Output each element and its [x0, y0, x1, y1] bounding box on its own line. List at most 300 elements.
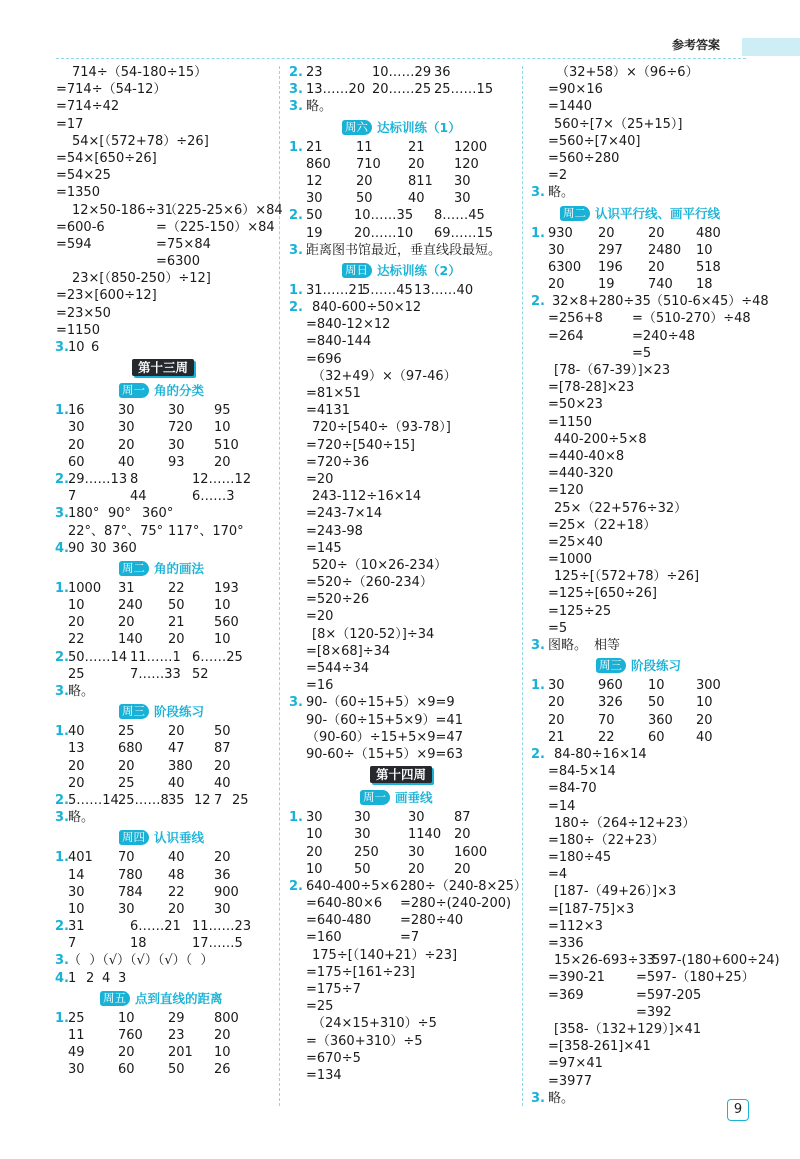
- answer-text: 201: [168, 1045, 193, 1061]
- answer-text: =597-205: [636, 987, 702, 1003]
- answer-text: 30: [408, 844, 425, 860]
- answer-text: 20: [648, 259, 665, 275]
- answer-text: 20: [454, 827, 471, 843]
- section-heading: [290, 116, 516, 139]
- answer-line: [56, 505, 274, 522]
- answer-line: [290, 626, 516, 643]
- answer-line: [290, 225, 516, 242]
- section-title: [342, 119, 461, 136]
- answer-text: 31……21: [306, 282, 366, 298]
- answer-text: 49: [68, 1045, 85, 1061]
- answer-text: =84-70: [548, 781, 597, 797]
- answer-line: [290, 98, 516, 115]
- answer-line: [290, 694, 516, 711]
- answer-text: 20: [214, 850, 231, 866]
- answer-text: =25×（22+18）: [548, 517, 657, 533]
- answer-text: 20: [68, 775, 85, 791]
- section-heading: [56, 379, 274, 402]
- answer-line: [532, 1055, 757, 1072]
- answer-text: =696: [306, 351, 342, 367]
- answer-text: 380: [168, 758, 193, 774]
- answer-line: [56, 437, 274, 454]
- answer-line: [56, 402, 274, 419]
- answer-text: =1350: [56, 185, 100, 201]
- answer-text: 25: [118, 724, 135, 740]
- answer-text: 860: [306, 156, 331, 172]
- answer-text: 25: [68, 1010, 85, 1026]
- answer-text: 90: [68, 540, 85, 556]
- answer-line: [290, 746, 516, 763]
- section-title: [119, 560, 204, 577]
- answer-line: [290, 826, 516, 843]
- answer-line: [56, 1027, 274, 1044]
- answer-line: [56, 253, 274, 270]
- section-heading: [290, 259, 516, 282]
- answer-text: 21: [548, 729, 565, 745]
- answer-text: =256+8: [548, 311, 603, 327]
- answer-text: =54×[650÷26]: [56, 150, 157, 166]
- answer-text: 5……45: [362, 282, 413, 298]
- column-divider-1: [279, 66, 280, 1106]
- section-heading: [56, 557, 274, 580]
- answer-text: =560÷280: [548, 150, 620, 166]
- answer-text: 20: [648, 225, 665, 241]
- answer-line: [290, 454, 516, 471]
- answer-text: 25……15: [434, 82, 494, 98]
- question-number: 1.: [55, 850, 69, 866]
- answer-text: 10: [68, 598, 85, 614]
- answer-text: 25……8: [118, 792, 169, 808]
- answer-text: 140: [118, 632, 143, 648]
- answer-text: 10: [306, 861, 323, 877]
- answer-text: 略。: [306, 99, 333, 115]
- answer-text: 30: [306, 191, 323, 207]
- answer-text: [78-（67-39）]×23: [554, 363, 671, 378]
- answer-text: 20: [408, 861, 425, 877]
- answer-text: 22: [598, 729, 615, 745]
- answer-text: =2: [548, 168, 568, 184]
- answer-line: [532, 448, 757, 465]
- answer-line: [56, 454, 274, 471]
- day-tag: 周三: [119, 704, 149, 719]
- answer-line: [290, 488, 516, 505]
- answer-text: 10: [648, 678, 665, 694]
- question-number: 2.: [55, 471, 69, 487]
- answer-line: [290, 64, 516, 81]
- answer-line: [532, 1038, 757, 1055]
- answer-text: 1140: [408, 827, 442, 843]
- section-name: 达标训练（2）: [377, 262, 461, 278]
- answer-text: 32×8+280÷35: [552, 294, 651, 310]
- answer-text: 326: [598, 695, 623, 711]
- answer-text: 640-400÷5×6: [306, 878, 399, 894]
- answer-line: [289, 878, 527, 895]
- answer-text: =640-80×6: [306, 896, 383, 912]
- answer-text: 4: [102, 970, 111, 986]
- answer-text: =1440: [548, 99, 592, 115]
- answer-line: [532, 763, 757, 780]
- answer-text: 52: [192, 666, 209, 682]
- answer-text: 8……45: [434, 208, 485, 224]
- answer-text: =（360+310）÷5: [306, 1033, 423, 1049]
- answer-text: =1000: [548, 552, 592, 568]
- answer-text: 30: [90, 540, 107, 556]
- answer-line: [532, 568, 757, 585]
- answer-text: 20: [68, 758, 85, 774]
- answer-line: [532, 259, 757, 276]
- answer-text: 相等: [594, 638, 621, 653]
- answer-text: =544÷34: [306, 661, 370, 676]
- answer-text: 710: [356, 156, 381, 172]
- answer-text: 597-(180+600÷24): [652, 953, 780, 969]
- answer-text: 117°、170°: [168, 523, 244, 539]
- answer-text: 714÷（54-180÷15）: [72, 65, 208, 80]
- answer-column-2: [289, 64, 527, 1084]
- section-name: 认识平行线、画平行线: [595, 205, 721, 221]
- answer-text: 31: [118, 580, 135, 596]
- answer-line: [532, 935, 757, 952]
- answer-text: 36: [434, 65, 451, 80]
- answer-line: [290, 385, 516, 402]
- answer-line: [56, 970, 274, 987]
- answer-text: 180°: [68, 506, 100, 522]
- answer-line: [56, 758, 274, 775]
- answer-text: 略。: [548, 185, 575, 201]
- answer-text: 900: [214, 884, 239, 900]
- answer-text: 90-60÷（15+5）×9=63: [306, 746, 463, 762]
- question-number: 3.: [55, 953, 69, 969]
- question-number: 3.: [289, 99, 303, 115]
- answer-line: [56, 849, 274, 866]
- answer-line: [290, 156, 516, 173]
- answer-text: 811: [408, 173, 433, 189]
- answer-text: 11……23: [192, 919, 252, 935]
- section-name: 阶段练习: [631, 658, 682, 674]
- answer-line: [56, 81, 274, 98]
- answer-line: [56, 649, 274, 666]
- answer-text: =175÷[161÷23]: [306, 964, 415, 980]
- question-number: 1.: [55, 580, 69, 596]
- answer-text: 10: [118, 1010, 135, 1026]
- answer-text: =243-98: [306, 523, 363, 539]
- answer-line: [290, 912, 516, 929]
- answer-text: 70: [598, 712, 615, 728]
- answer-text: 30: [68, 1062, 85, 1078]
- answer-text: 40: [408, 191, 425, 207]
- answer-text: 11: [356, 139, 373, 155]
- answer-text: 20: [168, 724, 185, 740]
- section-title: [342, 262, 461, 279]
- answer-text: 6……21: [130, 919, 181, 935]
- answer-text: 240: [118, 598, 143, 614]
- answer-line: [532, 276, 757, 293]
- answer-text: 22: [168, 580, 185, 596]
- answer-line: [56, 219, 274, 236]
- answer-line: [56, 471, 274, 488]
- answer-text: 21: [408, 139, 425, 155]
- answer-text: 30: [548, 242, 565, 258]
- answer-text: 20: [68, 615, 85, 631]
- answer-text: =[358-261]×41: [548, 1039, 651, 1055]
- answer-text: 10……29: [372, 65, 432, 80]
- answer-text: =175÷7: [306, 982, 361, 997]
- answer-line: [290, 1067, 516, 1084]
- answer-line: [290, 574, 516, 591]
- section-title: [119, 829, 204, 846]
- answer-text: =23×[600÷12]: [56, 288, 157, 304]
- answer-text: 1000: [68, 580, 102, 596]
- answer-text: 12……12: [192, 471, 252, 487]
- question-number: 3.: [289, 695, 303, 711]
- answer-text: 30: [354, 810, 371, 826]
- answer-text: =16: [306, 678, 334, 694]
- answer-text: 10: [214, 632, 231, 648]
- answer-text: =81×51: [306, 386, 361, 401]
- section-name: 达标训练（1）: [377, 119, 461, 135]
- answer-line: [532, 465, 757, 482]
- answer-text: 360: [112, 540, 137, 556]
- answer-text: 30: [548, 678, 565, 694]
- answer-text: 518: [696, 259, 721, 275]
- answer-line: [290, 1050, 516, 1067]
- answer-text: 11: [68, 1028, 85, 1043]
- answer-line: [532, 396, 757, 413]
- page-number: 9: [727, 1099, 749, 1121]
- answer-text: 20……10: [354, 225, 414, 241]
- answer-line: [56, 305, 274, 322]
- answer-text: =7: [400, 930, 420, 946]
- answer-text: 2480: [648, 242, 682, 258]
- answer-line: [532, 116, 757, 133]
- answer-text: =[78-28]×23: [548, 380, 635, 396]
- day-tag: 周二: [119, 561, 149, 576]
- answer-text: 20: [118, 615, 135, 631]
- answer-text: 960: [598, 678, 623, 694]
- answer-text: =336: [548, 936, 584, 951]
- answer-line: [290, 333, 516, 350]
- answer-line: [290, 591, 516, 608]
- answer-text: 50: [648, 695, 665, 711]
- answer-text: 距离图书馆最近，垂直线段最短。: [306, 242, 502, 258]
- answer-text: 6……25: [192, 649, 243, 665]
- answer-line: [56, 64, 274, 81]
- answer-text: 40: [168, 850, 185, 866]
- answer-text: 840-600÷50×12: [312, 300, 422, 316]
- answer-text: =560÷[7×40]: [548, 133, 641, 149]
- question-number: 1.: [55, 724, 69, 740]
- answer-line: [532, 133, 757, 150]
- answer-line: [56, 1044, 274, 1061]
- answer-text: 31: [68, 919, 85, 935]
- section-name: 角的分类: [154, 383, 205, 399]
- answer-line: [56, 723, 274, 740]
- answer-line: [290, 437, 516, 454]
- answer-text: 10: [696, 242, 713, 258]
- answer-text: =20: [306, 609, 334, 625]
- answer-text: 90°: [108, 506, 132, 522]
- answer-text: 3: [118, 970, 127, 986]
- answer-line: [56, 150, 274, 167]
- section-title: [119, 703, 204, 720]
- answer-line: [532, 603, 757, 620]
- answer-line: [532, 987, 757, 1004]
- question-number: 2.: [55, 792, 69, 808]
- answer-line: [531, 293, 769, 310]
- answer-text: 20: [168, 632, 185, 648]
- answer-line: [532, 815, 757, 832]
- section-heading: [56, 700, 274, 723]
- answer-text: 14: [68, 867, 85, 883]
- answer-line: [56, 867, 274, 884]
- answer-text: 40: [168, 775, 185, 791]
- question-number: 3.: [531, 1090, 545, 1106]
- answer-line: [532, 901, 757, 918]
- answer-line: [532, 883, 757, 900]
- section-heading: [290, 786, 516, 809]
- question-number: 2.: [289, 300, 303, 316]
- answer-line: [532, 431, 757, 448]
- answer-text: 13……40: [414, 282, 474, 298]
- week-heading: [290, 763, 516, 786]
- answer-line: [290, 660, 516, 677]
- answer-line: [56, 270, 274, 287]
- question-number: 3.: [531, 185, 545, 201]
- answer-text: 40: [696, 729, 713, 745]
- answer-text: 13: [68, 741, 85, 757]
- answer-text: =（510-270）÷48: [632, 311, 751, 327]
- answer-line: [290, 929, 516, 946]
- answer-line: [532, 482, 757, 499]
- answer-text: 23×[（850-250）÷12]: [72, 271, 211, 287]
- answer-text: 20: [548, 277, 565, 293]
- answer-text: 243-112÷16×14: [312, 489, 422, 505]
- answer-line: [56, 884, 274, 901]
- answer-text: 30: [306, 810, 323, 826]
- answer-text: 87: [454, 810, 471, 826]
- answer-line: [56, 184, 274, 201]
- answer-text: 180÷（264÷12+23）: [554, 815, 696, 831]
- answer-text: 13……20: [306, 82, 366, 98]
- answer-text: 1200: [454, 139, 488, 155]
- answer-text: 480: [696, 225, 721, 241]
- answer-text: =520÷26: [306, 592, 370, 608]
- answer-line: [56, 98, 274, 115]
- answer-line: [532, 832, 757, 849]
- answer-text: =90×16: [548, 82, 603, 98]
- answer-text: =4: [548, 867, 568, 883]
- answer-text: （24×15+310）÷5: [312, 1016, 437, 1032]
- question-number: 1.: [289, 282, 303, 298]
- answer-line: [290, 712, 516, 729]
- answer-line: [290, 1015, 516, 1032]
- answer-text: 1600: [454, 844, 488, 860]
- answer-line: [532, 500, 757, 517]
- answer-line: [290, 729, 516, 746]
- answer-text: [187-（49+26）]×3: [554, 884, 677, 900]
- answer-text: 193: [214, 580, 239, 596]
- answer-text: =1150: [548, 414, 592, 430]
- answer-line: [532, 969, 757, 986]
- answer-text: =280÷40: [400, 913, 464, 929]
- question-number: 2.: [289, 65, 303, 80]
- answer-text: =145: [306, 540, 342, 556]
- answer-line: [56, 740, 274, 757]
- answer-text: 50……14: [68, 649, 128, 665]
- answer-line: [532, 517, 757, 534]
- answer-line: [290, 1033, 516, 1050]
- answer-text: 90-（60÷15+5×9）=41: [306, 712, 463, 728]
- answer-line: [56, 488, 274, 505]
- section-heading: [56, 826, 274, 849]
- answer-text: 93: [168, 454, 185, 470]
- section-title: [100, 990, 223, 1007]
- answer-line: [290, 139, 516, 156]
- day-tag: 周一: [360, 790, 390, 805]
- answer-text: 20: [68, 437, 85, 453]
- question-number: 1.: [531, 678, 545, 694]
- answer-text: 7: [68, 489, 77, 505]
- answer-text: 30: [454, 173, 471, 189]
- answer-text: 7: [68, 936, 77, 952]
- section-name: 阶段练习: [154, 704, 205, 720]
- column-divider-2: [522, 66, 523, 1106]
- section-title: [360, 789, 433, 806]
- answer-line: [290, 964, 516, 981]
- answer-text: =23×50: [56, 305, 111, 321]
- question-number: 3.: [55, 340, 69, 355]
- answer-text: 10: [68, 901, 85, 917]
- answer-text: 84-80÷16×14: [554, 746, 647, 762]
- answer-text: 440-200÷5×8: [554, 431, 647, 447]
- question-number: 3.: [55, 810, 69, 826]
- answer-text: =243-7×14: [306, 506, 383, 522]
- answer-text: 30: [354, 827, 371, 843]
- answer-text: 略。: [548, 1090, 575, 1106]
- top-divider: [56, 58, 746, 59]
- answer-line: [532, 712, 757, 729]
- answer-text: 20: [118, 758, 135, 774]
- answer-text: 12×50-186÷31: [72, 202, 173, 218]
- answer-text: 18: [696, 277, 713, 293]
- answer-line: [532, 184, 757, 201]
- answer-line: [532, 1090, 757, 1107]
- answer-text: 15×26-693÷33: [554, 953, 655, 969]
- question-number: 3.: [289, 242, 303, 258]
- answer-line: [532, 225, 757, 242]
- answer-text: 300: [696, 678, 721, 694]
- answer-text: =120: [548, 483, 584, 499]
- answer-text: =600-6: [56, 219, 105, 235]
- answer-text: 29: [168, 1010, 185, 1026]
- day-tag: 周二: [560, 206, 590, 221]
- answer-line: [290, 523, 516, 540]
- question-number: 2.: [55, 919, 69, 935]
- answer-text: 10: [696, 695, 713, 711]
- answer-text: 44: [130, 489, 147, 505]
- answer-text: 36: [214, 867, 231, 883]
- answer-text: 720÷[540÷（93-78）]: [312, 420, 451, 436]
- answer-text: 30: [68, 884, 85, 900]
- header-accent-bar: [742, 38, 800, 56]
- answer-text: 280÷（240-8×25）: [400, 878, 527, 894]
- section-heading: [532, 202, 757, 225]
- answer-line: [290, 947, 516, 964]
- answer-text: =594: [56, 236, 92, 252]
- answer-text: 40: [118, 454, 135, 470]
- answer-text: 2: [86, 970, 95, 986]
- answer-line: [56, 133, 274, 150]
- answer-text: 25: [232, 792, 249, 808]
